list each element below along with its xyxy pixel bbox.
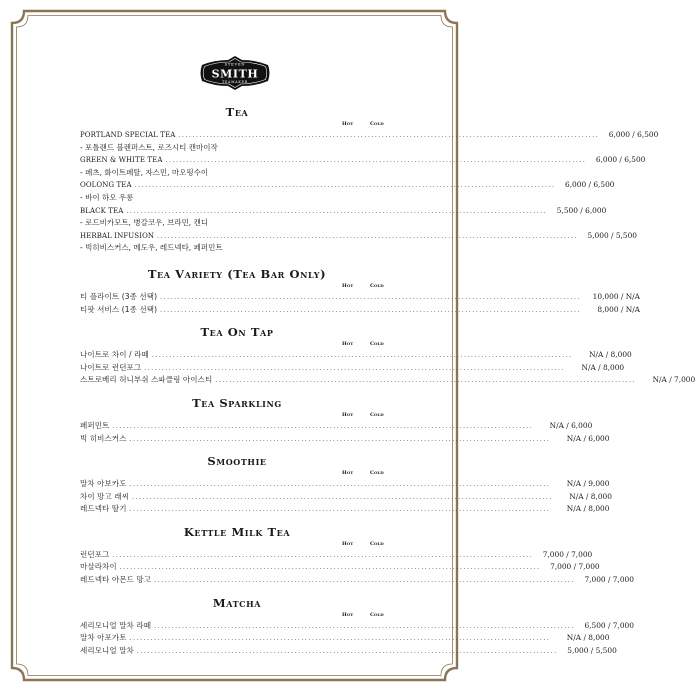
leader-dots: ........................................................................................................................ [126,207,548,215]
leader-dots: ........................................................................................................................ [119,564,541,572]
leader-dots: ........................................................................................................................ [215,377,637,385]
leader-dots: ........................................................................................................................ [154,577,575,585]
hot-cold-header [80,611,394,620]
logo-bottom-text: TEAMAKER [222,80,248,84]
cold-label: Cold [370,121,384,127]
leader-dots: ........................................................................................................................ [112,551,534,559]
section-title-matcha: Matcha [212,595,262,610]
menu-content [80,104,695,657]
hot-label: Hot [342,540,354,547]
item-price: 8,000 / N/A [597,304,641,314]
item-price: N/A / 8,000 [589,350,632,360]
spacer [80,387,394,395]
hot-cold-header [80,469,394,478]
hot-label: Hot [342,611,354,618]
item-name: 나이트로 차이 / 라떼 [80,350,149,360]
leader-dots: ........................................................................................................................ [157,232,579,240]
item-description: - 바이 하오 우롱 [80,192,134,202]
logo-name: SMITH [211,67,259,81]
leader-dots: ........................................................................................................................ [129,635,551,643]
item-description: - 포틀랜드 블렌퍼스트, 로즈시티 캔마이작 [80,142,218,152]
section-title-smoothie: Smoothie [207,454,267,469]
leader-dots: ........................................................................................................................ [144,364,566,372]
menu-item [80,549,593,562]
spacer [80,255,394,266]
item-name: 말차 아보카도 [80,479,127,489]
item-description: - 빅히비스커스, 메도우, 레드넥타, 페퍼민트 [80,243,223,253]
item-name: 티 플라이트 (3종 선택) [80,291,158,301]
leader-dots: ........................................................................................................................ [160,306,582,314]
item-name: PORTLAND SPECIAL TEA [80,131,176,139]
hot-cold-header [80,411,394,420]
item-name: OOLONG TEA [80,181,132,190]
item-name: 세리모니얼 말차 [80,645,134,655]
menu-item [80,205,607,218]
section-smoothie [80,453,612,516]
item-price: N/A / 7,000 [652,375,695,385]
spacer [80,587,394,595]
menu-item [80,620,634,633]
section-matcha [80,595,634,658]
item-price: 7,000 / 7,000 [550,562,600,572]
item-description: - 로드비카모트, 병갈코우, 브라민, 캔디 [80,218,209,228]
item-price: 6,500 / 7,000 [584,620,634,630]
cold-label: Cold [370,282,384,289]
item-name: 스트로베리 허니부쉬 스파클링 아이스티 [80,375,213,385]
item-name: HERBAL INFUSION [80,231,155,240]
section-tea [80,104,659,255]
menu-item [80,230,638,243]
item-name: 마살라차이 [80,562,117,572]
item-price: 5,500 / 6,000 [556,205,607,215]
leader-dots: ........................................................................................................................ [134,182,556,190]
item-price: 6,000 / 6,500 [595,155,646,165]
menu-item [80,304,641,317]
leader-dots: ........................................................................................................................ [178,132,600,139]
leader-dots: ........................................................................................................................ [151,352,573,360]
leader-dots: ........................................................................................................................ [132,493,553,501]
cold-label: Cold [370,411,384,418]
item-price: N/A / 8,000 [566,504,610,514]
hot-label: Hot [342,121,354,127]
item-name: BLACK TEA [80,206,124,215]
menu-item [80,491,612,504]
item-name: 빅 히비스커스 [80,433,127,443]
section-kettle-milk-tea [80,524,634,587]
menu-item [80,291,641,304]
item-description: - 페츠, 화이트페탈, 자스민, 마오펑수이 [80,167,209,177]
item-name: 나이트로 런던포그 [80,362,142,372]
hot-label: Hot [342,470,354,477]
hot-label: Hot [342,411,354,418]
section-tea-on-tap [80,324,695,387]
leader-dots: ........................................................................................................................ [129,506,551,514]
menu-item [80,561,600,574]
item-price: 7,000 / 7,000 [584,575,634,585]
cold-label: Cold [370,341,384,348]
menu-item [80,420,593,433]
item-price: N/A / 6,000 [566,433,610,443]
item-price: 6,000 / 6,500 [565,180,615,190]
leader-dots: ........................................................................................................................ [160,293,582,301]
section-tea-sparkling [80,395,610,445]
spacer [80,316,394,324]
section-title-tea-on-tap: Tea On Tap [200,325,274,340]
item-price: N/A / 6,000 [549,420,593,430]
item-price: N/A / 8,000 [566,633,610,643]
item-name: 세리모니얼 말차 라떼 [80,620,152,630]
menu-item [80,349,632,362]
menu-item [80,574,634,587]
leader-dots: ........................................................................................................................ [112,422,534,430]
item-name: 말차 아포가토 [80,633,127,643]
section-title-tea-sparkling: Tea Sparkling [192,395,282,410]
hot-cold-header [80,540,394,549]
item-price: 5,000 / 5,500 [567,645,617,655]
item-name: 레드넥타 딸기 [80,504,127,514]
item-name: GREEN & WHITE TEA [80,156,163,165]
section-title-tea: Tea [225,105,249,119]
item-price: N/A / 8,000 [581,362,625,372]
menu-item [80,503,610,516]
leader-dots: ........................................................................................................................ [154,622,575,630]
cold-label: Cold [370,611,384,618]
menu-item [80,433,610,446]
item-name: 레드넥타 아몬드 망고 [80,575,152,585]
menu-item [80,154,646,167]
menu-item [80,478,610,491]
spacer [80,516,394,524]
item-name: 차이 망고 래씨 [80,491,130,501]
hot-label: Hot [342,282,354,289]
hot-cold-header [80,120,394,129]
logo-top-text: STEVEN [224,62,246,67]
spacer [80,445,394,453]
item-price: N/A / 8,000 [569,491,612,501]
item-price: 5,000 / 5,500 [587,230,638,240]
menu-item [80,362,625,375]
leader-dots: ........................................................................................................................ [165,157,587,165]
menu-item [80,645,617,658]
menu-item [80,374,695,387]
item-price: 10,000 / N/A [592,291,641,301]
cold-label: Cold [370,470,384,477]
brand-logo [198,55,272,91]
item-name: 런던포그 [80,549,110,559]
hot-cold-header [80,282,394,291]
leader-dots: ........................................................................................................................ [136,647,558,655]
item-name: 페퍼민트 [80,420,110,430]
menu-item [80,632,610,645]
hot-label: Hot [342,341,354,348]
menu-item [80,129,659,142]
section-title-kettle-milk-tea: Kettle Milk Tea [183,524,291,539]
hot-cold-header [80,340,394,349]
section-tea-variety [80,266,641,316]
section-title-tea-variety: Tea Variety (Tea Bar Only) [147,266,327,281]
item-price: 7,000 / 7,000 [542,549,593,559]
item-price: N/A / 9,000 [566,479,610,489]
cold-label: Cold [370,540,384,547]
leader-dots: ........................................................................................................................ [129,481,551,489]
item-name: 티팟 서비스 (1종 선택) [80,304,158,314]
item-price: 6,000 / 6,500 [608,130,659,139]
menu-item [80,179,615,192]
leader-dots: ........................................................................................................................ [129,435,551,443]
